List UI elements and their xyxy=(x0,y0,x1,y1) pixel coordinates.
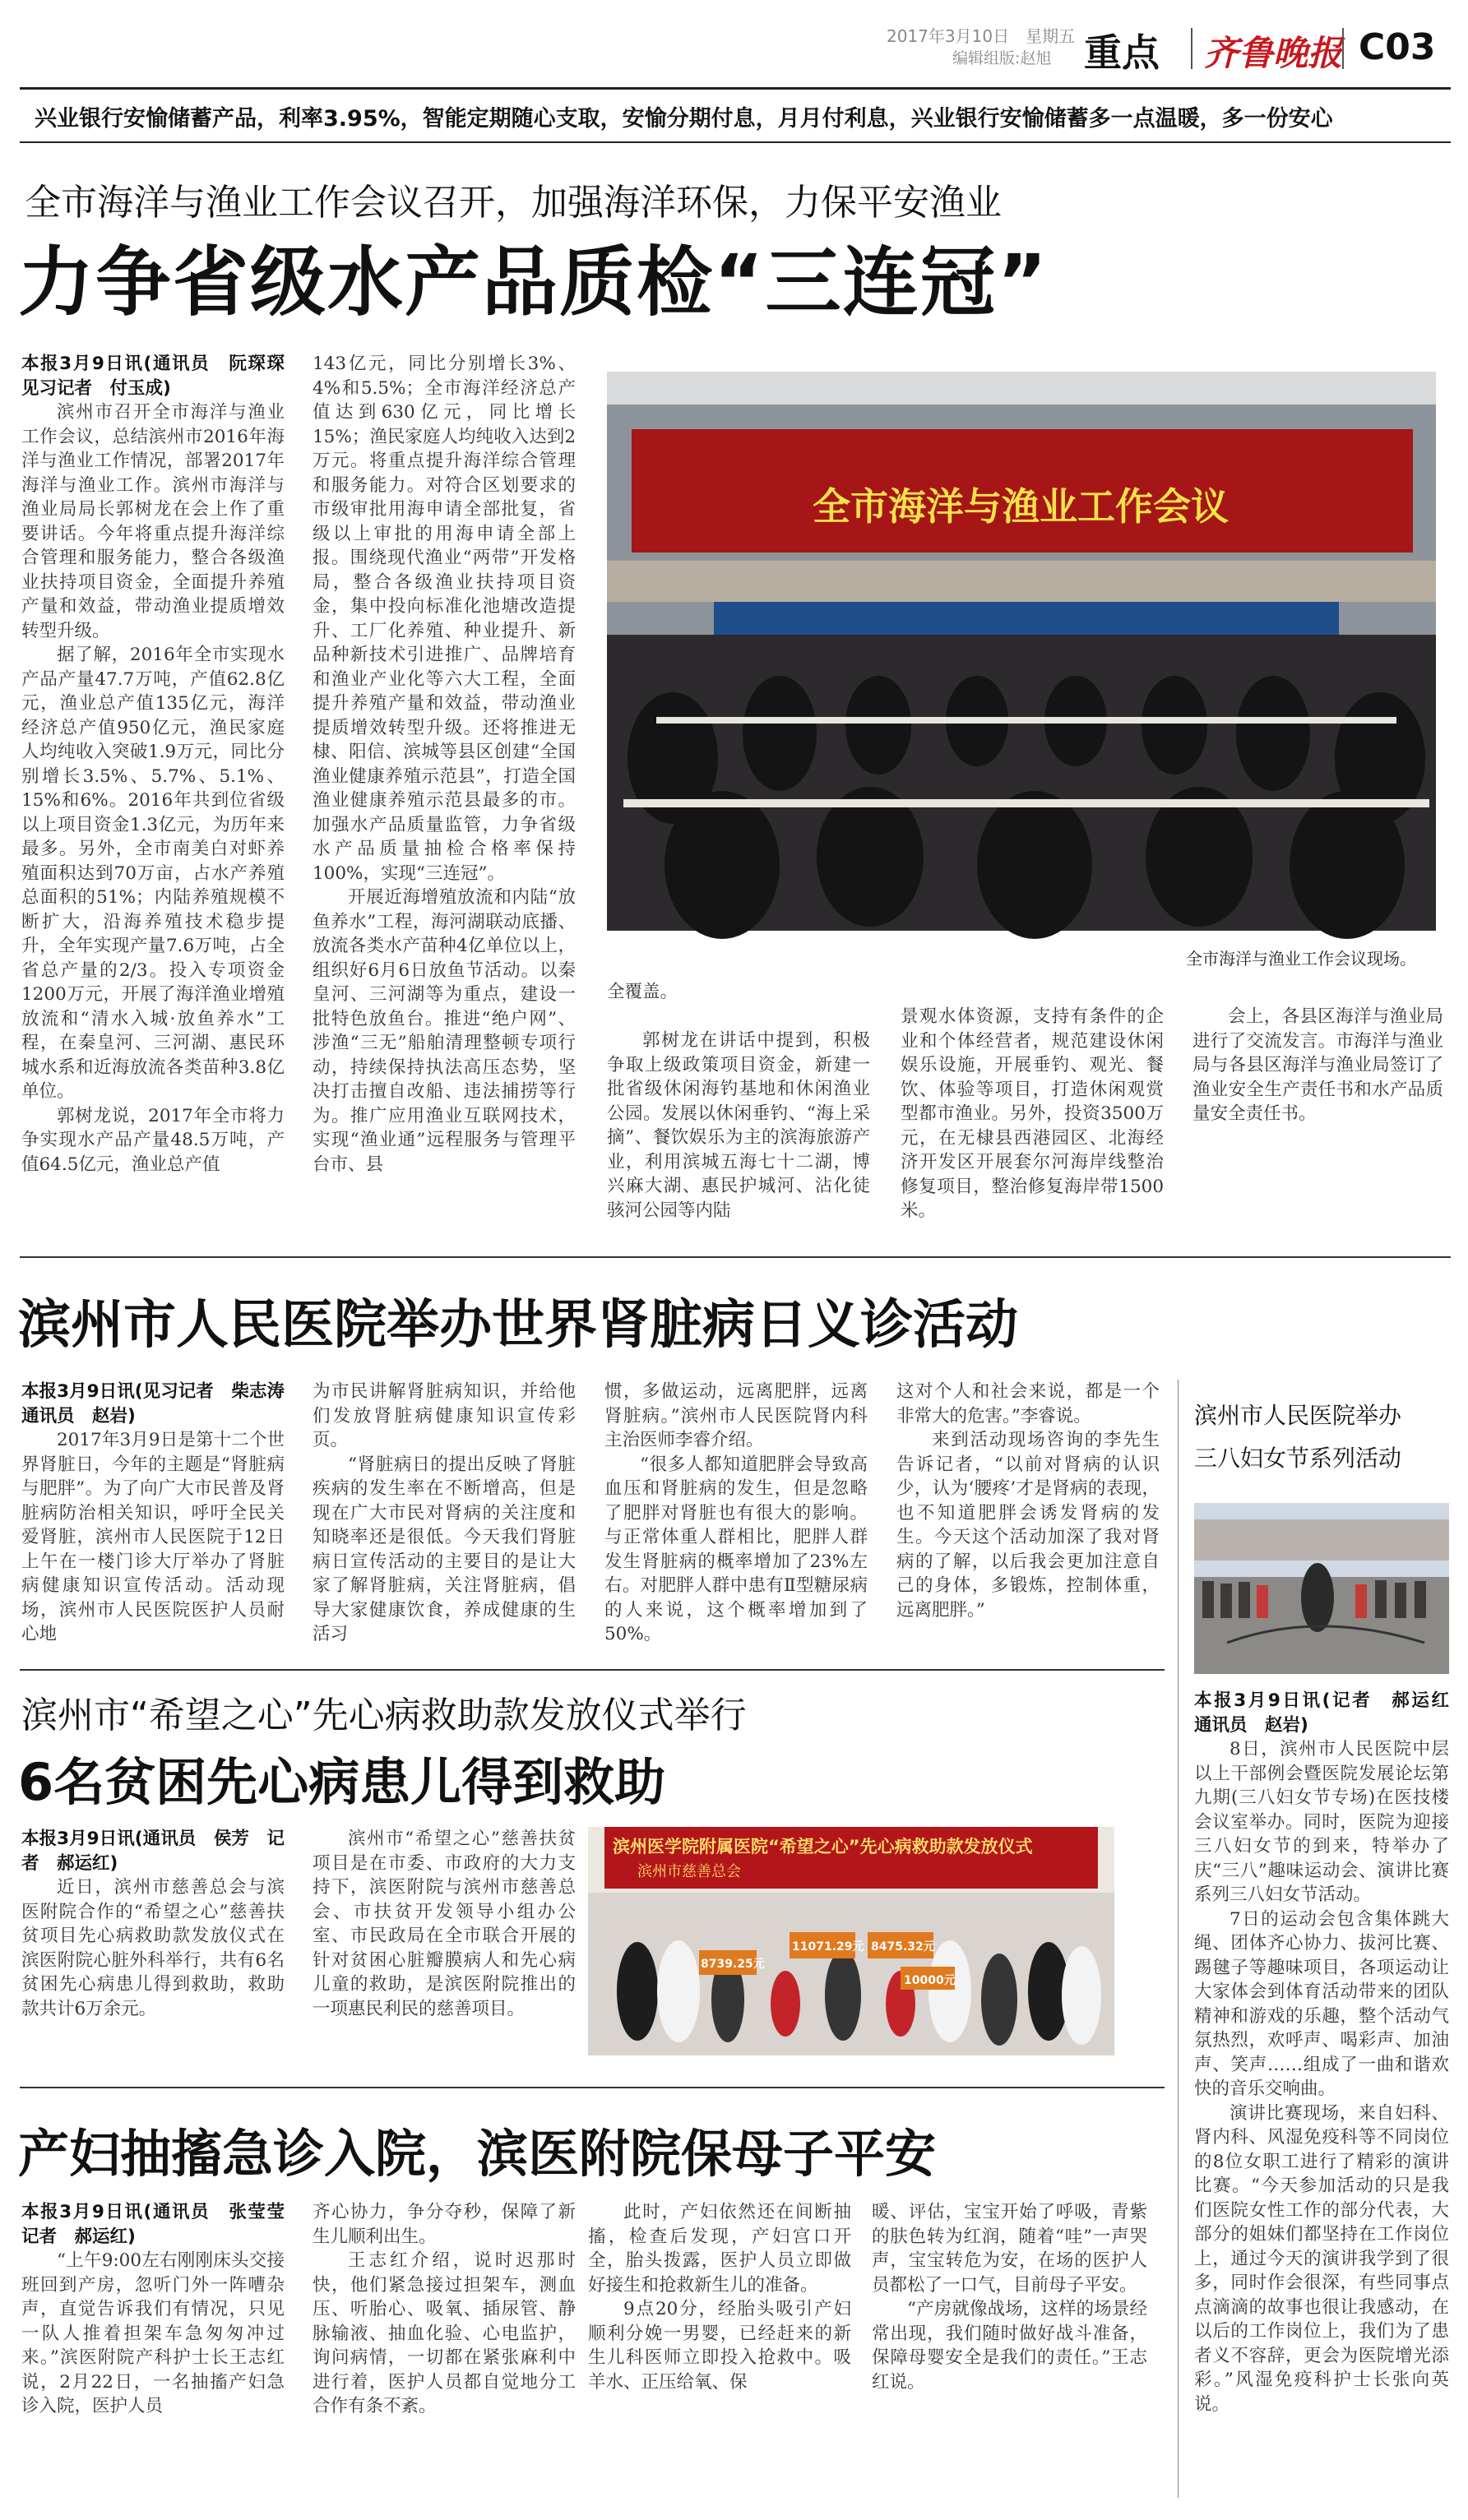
story2-byline: 本报3月9日讯(见习记者 柴志涛 通讯员 赵岩) xyxy=(21,1381,303,1426)
editor-credit: 编辑组版:赵旭 xyxy=(952,49,1052,67)
donation-sign-3: 8475.32元 xyxy=(871,1940,935,1954)
story4-headline: 产妇抽搐急诊入院，滨医附院保母子平安 xyxy=(18,2124,937,2184)
story1-column-5 xyxy=(901,1005,1164,1227)
story2-para-5: “很多人都知道肥胖会导致高血压和肾脏病的发生，但是忽略了肥胖对肾脏也有很大的影响。与正常体重人群相比，肥胖人群发生肾脏病的概率增加了23%左右。对肥胖人群中患有Ⅱ型糖尿病的人来说，这个概率增加到了50%。 xyxy=(604,1454,868,1644)
sidebar-title-line-2: 三八妇女节系列活动 xyxy=(1194,1445,1402,1472)
story3-para-2: 滨州市“希望之心”慈善扶贫项目是在市委、市政府的大力支持下，滨医附院与滨州市慈善总会、市扶贫开发领导小组办公室、市民政局在全市联合开展的针对贫困心脏瓣膜病人和先心病儿童的救助，是滨医附院推出的一项惠民利民的慈善项目。 xyxy=(313,1829,576,2019)
story2-para-2: 为市民讲解肾脏病知识，并给他们发放肾脏病健康知识宣传彩页。 xyxy=(313,1381,576,1450)
sidebar-title-line-1: 滨州市人民医院举办 xyxy=(1194,1402,1402,1429)
story1-column-1 xyxy=(21,352,303,1228)
section-rule-4 xyxy=(20,2087,1165,2088)
issue-date: 2017年3月10日 星期五 xyxy=(887,26,1076,46)
story3-para-1: 近日，滨州市慈善总会与滨医附院合作的“希望之心”慈善扶贫项目先心病救助款发放仪式在滨医附院心脏外科举行，共有6名贫困先心病患儿得到救助，救助款共计6万余元。 xyxy=(21,1877,285,2019)
story4-column-4 xyxy=(872,2200,1147,2496)
story2-para-4: 惯，多做运动，远离肥胖，远离肾脏病。”滨州市人民医院肾内科主治医师李睿介绍。 xyxy=(604,1381,868,1450)
story1-para-5: 开展近海增殖放流和内陆“放鱼养水”工程，海河湖联动底播、放流各类水产苗种4亿单位以上，组织好6月6日放鱼节活动。以秦皇河、三河湖等为重点，建设一批特色放鱼台。推进“绝户网”、涉渔“三无”船舶清理整顿专项行动，持续保持执法高压态势，坚决打击擅自改船、违法捕捞等行为。推广应用渔业互联网技术，实现“渔业通”远程服务与管理平台市、县 xyxy=(313,887,576,1175)
section-name: 重点 xyxy=(1084,30,1160,75)
sidebar-photo xyxy=(1194,1503,1449,1674)
divider-left xyxy=(1191,28,1192,69)
story1-para-9: 会上，各县区海洋与渔业局进行了交流发言。市海洋与渔业局与各县区海洋与渔业局签订了渔业安全生产责任书和水产品质量安全责任书。 xyxy=(1192,1006,1443,1124)
paper-logo: 齐鲁晚报 xyxy=(1204,33,1343,73)
story1-kicker: 全市海洋与渔业工作会议召开，加强海洋环保，力保平安渔业 xyxy=(25,182,1002,224)
story1-photo-caption: 全市海洋与渔业工作会议现场。 xyxy=(1186,949,1416,969)
story1-para-7: 郭树龙在讲话中提到，积极争取上级政策项目资金，新建一批省级休闲海钓基地和休闲渔业公园。发展以休闲垂钓、“海上采摘”、餐饮娱乐为主的滨海旅游产业，利用滨城五海七十二湖，博兴麻大湖、惠民护城河、沾化徒骇河公园等内陆 xyxy=(607,1030,870,1221)
story1-para-4: 143亿元，同比分别增长3%、4%和5.5%；全市海洋经济总产值达到630亿元，同比增长15%；渔民家庭人均纯收入达到2万元。将重点提升海洋综合管理和服务能力。对符合区划要求的市级审批用海申请全部批复，省级以上审批的用海申请全部上报。围绕现代渔业“两带”开发格局，整合各级渔业扶持项目资金，集中投向标准化池塘改造提升、工厂化养殖、种业提升、新品种新技术引进推广、品牌培育和渔业产业化等六大工程，全面提升养殖产量和效益，带动渔业提质增效转型升级。还将推进无棣、阳信、滨城等县区创建“全国渔业健康养殖示范县”，打造全国渔业健康养殖示范县最多的市。加强水产品质量监管，力争省级水产品质量抽检合格率保持100%，实现“三连冠”。 xyxy=(313,354,576,884)
sidebar-para-3: 演讲比赛现场，来自妇科、肾内科、风湿免疫科等不同岗位的8位女职工进行了精彩的演讲比赛。“今天参加活动的只是我们医院女性工作的部分代表，大部分的姐妹们都坚持在工作岗位上，通过今天的演讲我学到了很多，同时作会很深，有些同事点点滴滴的故事也很让我感动，在以后的工作岗位上，我们为了患者义不容辞，更会为医院增光添彩。”风湿免疫科护士长张向英说。 xyxy=(1194,2102,1449,2415)
ceremony-banner-subtext: 滨州市慈善总会 xyxy=(637,1863,741,1880)
sidebar-body xyxy=(1194,1689,1467,2503)
story3-column-1 xyxy=(21,1827,285,2074)
sports-day-photo-illustration xyxy=(1194,1503,1449,1674)
story1-para-6: 全覆盖。 xyxy=(607,982,678,1002)
story4-para-3: 王志红介绍，说时迟那时快，他们紧急接过担架车，测血压、听胎心、吸氧、插尿管、静脉输液、抽血化验、心电监护，询问病情，一切都在紧张麻利中进行着，医护人员都自觉地分工合作有条不紊。 xyxy=(313,2250,576,2416)
story3-column-2 xyxy=(313,1827,576,2074)
story1-headline: 力争省级水产品质检“三连冠” xyxy=(18,238,1049,326)
story2-para-3: “肾脏病日的提出反映了肾脏疾病的发生率在不断增高，但是现在广大市民对肾病的关注度和知晓率还是很低。今天我们肾脏病日宣传活动的主要目的是让大家了解肾脏病，关注肾脏病，倡导大家健康饮食，养成健康的生活习 xyxy=(313,1454,576,1644)
donation-sign-1: 8739.25元 xyxy=(701,1958,765,1971)
story3-photo xyxy=(588,1827,1114,2055)
story4-para-4: 此时，产妇依然还在间断抽搐，检查后发现，产妇宫口开全，胎头拨露，医护人员立即做好接生和抢救新生儿的准备。 xyxy=(588,2202,851,2296)
story2-headline: 滨州市人民医院举办世界肾脏病日义诊活动 xyxy=(18,1295,1018,1356)
sidebar-para-1: 8日，滨州市人民医院中层以上干部例会暨医院发展论坛第九期(三八妇女节专场)在医技楼会议室举办。同时，医院为迎接三八妇女节的到来，特举办了庆“三八”趣味运动会、演讲比赛系列三八妇女节活动。 xyxy=(1194,1739,1449,1905)
story3-kicker: 滨州市“希望之心”先心病救助款发放仪式举行 xyxy=(21,1695,747,1736)
conference-photo-illustration xyxy=(607,372,1436,931)
story2-column-2 xyxy=(313,1380,576,1651)
section-rule-2 xyxy=(20,1256,1451,1258)
page-number: C03 xyxy=(1359,26,1436,68)
story4-para-1: “上午9:00左右刚刚床头交接班回到产房，忽听门外一阵嘈杂声，直觉告诉我们有情况，只见一队人推着担架车急匆匆冲过来。”滨医附院产科护士长王志红说，2月22日，一名抽搐产妇急诊入院，医护人员 xyxy=(21,2250,285,2416)
story1-para-1: 滨州市召开全市海洋与渔业工作会议，总结滨州市2016年海洋与渔业工作情况，部署2017年海洋与渔业工作。滨州市海洋与渔业局局长郭树龙在会上作了重要讲话。今年将重点提升海洋综合管理和服务能力，整合各级渔业扶持项目资金，全面提升养殖产量和效益，带动渔业提质增效转型升级。 xyxy=(21,402,285,641)
story4-column-2 xyxy=(313,2200,576,2496)
story2-para-7: 来到活动现场咨询的李先生告诉记者，“以前对肾病的认识少，认为‘腰疼’才是肾病的表现，也不知道肥胖会诱发肾病的发生。今天这个活动加深了我对肾病的了解，以后我会更加注意自己的身体，多锻炼，控制体重，远离肥胖。” xyxy=(896,1430,1160,1621)
donation-sign-2: 11071.29元 xyxy=(792,1940,864,1954)
story4-para-7: “产房就像战场，这样的场景经常出现，我们随时做好战斗准备，保障母婴安全是我们的责任。”王志红说。 xyxy=(872,2299,1147,2393)
banner-rule xyxy=(20,141,1451,143)
story2-column-3 xyxy=(604,1380,868,1651)
story1-para-2: 据了解，2016年全市实现水产品产量47.7万吨，产值62.8亿元，渔业总产值135亿元，海洋经济总产值950亿元，渔民家庭人均纯收入突破1.9万元，同比分别增长3.5%、5.7%、5.1%、15%和6%。2016年共到位省级以上项目资金1.3亿元，为历年来最多。另外，全市南美白对虾养殖面积达到70万亩，占水产养殖总面积的51%；内陆养殖规模不断扩大，沿海养殖技术稳步提升，全年实现产量7.6万吨，占全省总产量的2/3。投入专项资金1200万元，开展了海洋渔业增殖放流和“清水入城·放鱼养水”工程，在秦皇河、三河湖、惠民环城水系和近海放流各类苗种3.8亿单位。 xyxy=(21,645,285,1102)
story1-photo xyxy=(607,372,1436,931)
story2-para-6: 这对个人和社会来说，都是一个非常大的危害。”李睿说。 xyxy=(896,1381,1160,1426)
story2-para-1: 2017年3月9日是第十二个世界肾脏日，今年的主题是“肾脏病与肥胖”。为了向广大市民普及肾脏病防治相关知识，呼吁全民关爱肾脏，滨州市人民医院于12日上午在一楼门诊大厅举办了肾脏病健康知识宣传活动。活动现场，滨州市人民医院医护人员耐心地 xyxy=(21,1430,285,1644)
story1-byline: 本报3月9日讯(通讯员 阮琛琛 见习记者 付玉成) xyxy=(21,354,303,399)
story3-headline: 6名贫困先心病患儿得到救助 xyxy=(18,1752,666,1812)
sidebar-para-2: 7日的运动会包含集体跳大绳、团体齐心协力、拔河比赛、踢毽子等趣味项目，各项运动让大家体会到体育活动带来的团队精神和游戏的乐趣，整个活动气氛热烈，欢呼声、喝彩声、加油声、笑声……组成了一曲和谐欢快的音乐交响曲。 xyxy=(1194,1908,1449,2099)
conference-banner-text: 全市海洋与渔业工作会议 xyxy=(813,484,1229,529)
story2-column-1 xyxy=(21,1380,303,1651)
top-rule xyxy=(20,87,1451,90)
story4-para-2: 齐心协力，争分夺秒，保障了新生儿顺利出生。 xyxy=(313,2202,576,2247)
story1-column-2 xyxy=(313,352,576,1228)
story4-column-1 xyxy=(21,2200,303,2496)
story1-column-4 xyxy=(607,1029,870,1226)
story2-column-4 xyxy=(896,1380,1160,1651)
story1-column-6 xyxy=(1192,1005,1443,1227)
sidebar-byline: 本报3月9日讯(记者 郝运红 通讯员 赵岩) xyxy=(1194,1690,1467,1736)
banner-ad: 兴业银行安愉储蓄产品，利率3.95%，智能定期随心支取，安愉分期付息，月月付利息，兴业银行安愉储蓄多一点温暖，多一份安心 xyxy=(35,106,1333,132)
sidebar-divider xyxy=(1178,1380,1179,2498)
donation-sign-4: 10000元 xyxy=(904,1974,956,1987)
story3-byline: 本报3月9日讯(通讯员 侯芳 记者 郝运红) xyxy=(21,1829,285,1874)
story4-byline: 本报3月9日讯(通讯员 张莹莹 记者 郝运红) xyxy=(21,2202,303,2247)
divider-right xyxy=(1342,28,1344,69)
story4-para-6: 暖、评估，宝宝开始了呼吸，青紫的肤色转为红润，随着“哇”一声哭声，宝宝转危为安，在场的医护人员都松了一口气，目前母子平安。 xyxy=(872,2202,1147,2296)
story1-para-8: 景观水体资源，支持有条件的企业和个体经营者，规范建设休闲娱乐设施，开展垂钓、观光、餐饮、体验等项目，打造休闲观赏型都市渔业。另外，投资3500万元，在无棣县西港园区、北海经济开发区开展套尔河海岸线整治修复项目，整治修复海岸带1500米。 xyxy=(901,1006,1164,1221)
story4-para-5: 9点20分，经胎头吸引产妇顺利分娩一男婴，已经赶来的新生儿科医师立即投入抢救中。吸羊水、正压给氧、保 xyxy=(588,2299,851,2393)
ceremony-banner-text: 滨州医学院附属医院“希望之心”先心病救助款发放仪式 xyxy=(613,1837,1033,1856)
masthead xyxy=(0,0,1468,76)
section-rule-3 xyxy=(20,1669,1165,1671)
story1-para-3: 郭树龙说，2017年全市将力争实现水产品产量48.5万吨，产值64.5亿元，渔业总产值 xyxy=(21,1105,285,1175)
story4-column-3 xyxy=(588,2200,851,2496)
